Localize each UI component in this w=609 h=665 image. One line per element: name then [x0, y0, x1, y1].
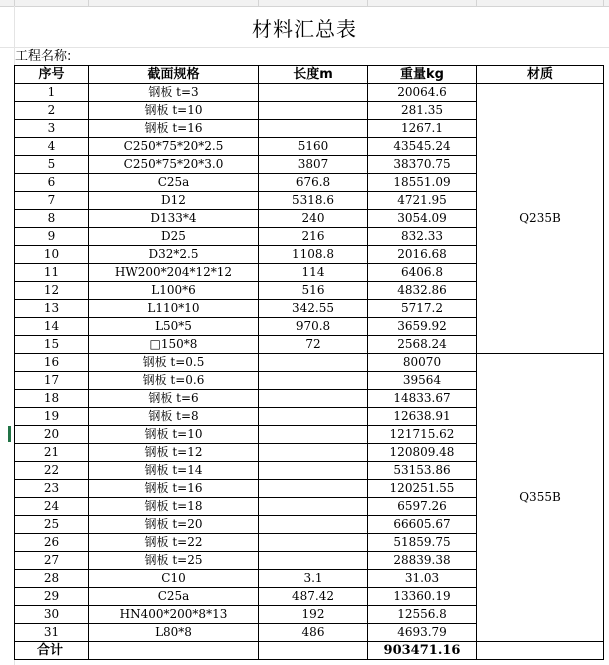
- row-spec-cell[interactable]: 钢板 t=12: [89, 444, 259, 462]
- row-index-cell[interactable]: 24: [15, 498, 89, 516]
- row-length-cell[interactable]: 5318.6: [259, 192, 368, 210]
- row-index-cell[interactable]: 22: [15, 462, 89, 480]
- row-weight-cell[interactable]: 120251.55: [368, 480, 477, 498]
- total-material-cell[interactable]: [477, 642, 604, 660]
- material-grade-cell[interactable]: Q235B: [477, 84, 604, 354]
- row-weight-cell[interactable]: 832.33: [368, 228, 477, 246]
- row-weight-cell[interactable]: 4832.86: [368, 282, 477, 300]
- row-length-cell[interactable]: [259, 444, 368, 462]
- row-weight-cell[interactable]: 39564: [368, 372, 477, 390]
- row-length-cell[interactable]: [259, 462, 368, 480]
- row-index-cell[interactable]: 23: [15, 480, 89, 498]
- row-weight-cell[interactable]: 66605.67: [368, 516, 477, 534]
- row-index-cell[interactable]: 18: [15, 390, 89, 408]
- row-weight-cell[interactable]: 6597.26: [368, 498, 477, 516]
- row-spec-cell[interactable]: 钢板 t=3: [89, 84, 259, 102]
- row-spec-cell[interactable]: D25: [89, 228, 259, 246]
- row-weight-cell[interactable]: 38370.75: [368, 156, 477, 174]
- row-index-cell[interactable]: 9: [15, 228, 89, 246]
- row-index-cell[interactable]: 8: [15, 210, 89, 228]
- row-index-cell[interactable]: 5: [15, 156, 89, 174]
- row-spec-cell[interactable]: D32*2.5: [89, 246, 259, 264]
- header-material[interactable]: 材质: [477, 66, 604, 84]
- row-weight-cell[interactable]: 80070: [368, 354, 477, 372]
- gridline: [0, 47, 609, 48]
- header-row: [15, 66, 604, 84]
- row-weight-cell[interactable]: 3659.92: [368, 318, 477, 336]
- row-spec-cell[interactable]: □150*8: [89, 336, 259, 354]
- header-spec[interactable]: 截面规格: [89, 66, 259, 84]
- row-spec-cell[interactable]: 钢板 t=20: [89, 516, 259, 534]
- row-length-cell[interactable]: [259, 372, 368, 390]
- row-index-cell[interactable]: 19: [15, 408, 89, 426]
- row-weight-cell[interactable]: 18551.09: [368, 174, 477, 192]
- table-row: [15, 84, 604, 102]
- row-length-cell[interactable]: 72: [259, 336, 368, 354]
- row-weight-cell[interactable]: 120809.48: [368, 444, 477, 462]
- row-length-cell[interactable]: 676.8: [259, 174, 368, 192]
- row-spec-cell[interactable]: 钢板 t=22: [89, 534, 259, 552]
- sheet-title: 材料汇总表: [252, 17, 357, 41]
- row-index-cell[interactable]: 11: [15, 264, 89, 282]
- material-grade-cell[interactable]: Q355B: [477, 354, 604, 642]
- row-index-cell[interactable]: 16: [15, 354, 89, 372]
- row-index-cell[interactable]: 1: [15, 84, 89, 102]
- row-weight-cell[interactable]: 2568.24: [368, 336, 477, 354]
- row-length-cell[interactable]: 240: [259, 210, 368, 228]
- row-weight-cell[interactable]: 14833.67: [368, 390, 477, 408]
- row-spec-cell[interactable]: L100*6: [89, 282, 259, 300]
- row-index-cell[interactable]: 4: [15, 138, 89, 156]
- row-index-cell[interactable]: 13: [15, 300, 89, 318]
- row-weight-cell[interactable]: 281.35: [368, 102, 477, 120]
- row-length-cell[interactable]: [259, 516, 368, 534]
- row-weight-cell[interactable]: 4721.95: [368, 192, 477, 210]
- row-index-cell[interactable]: 14: [15, 318, 89, 336]
- row-spec-cell[interactable]: L80*8: [89, 624, 259, 642]
- row-length-cell[interactable]: [259, 408, 368, 426]
- row-spec-cell[interactable]: 钢板 t=16: [89, 120, 259, 138]
- row-index-cell[interactable]: 30: [15, 606, 89, 624]
- row-index-cell[interactable]: 10: [15, 246, 89, 264]
- row-selection-marker: [8, 426, 11, 442]
- row-index-cell[interactable]: 21: [15, 444, 89, 462]
- row-length-cell[interactable]: 516: [259, 282, 368, 300]
- row-length-cell[interactable]: [259, 426, 368, 444]
- row-index-cell[interactable]: 3: [15, 120, 89, 138]
- row-length-cell[interactable]: [259, 480, 368, 498]
- row-weight-cell[interactable]: 4693.79: [368, 624, 477, 642]
- row-length-cell[interactable]: [259, 120, 368, 138]
- material-summary-table: [14, 65, 604, 660]
- row-length-cell[interactable]: 3.1: [259, 570, 368, 588]
- row-index-cell[interactable]: 17: [15, 372, 89, 390]
- row-spec-cell[interactable]: D12: [89, 192, 259, 210]
- row-spec-cell[interactable]: 钢板 t=18: [89, 498, 259, 516]
- row-index-cell[interactable]: 15: [15, 336, 89, 354]
- row-length-cell[interactable]: [259, 498, 368, 516]
- row-length-cell[interactable]: [259, 534, 368, 552]
- total-label[interactable]: 合计: [15, 642, 89, 660]
- row-spec-cell[interactable]: C25a: [89, 174, 259, 192]
- row-spec-cell[interactable]: 钢板 t=6: [89, 390, 259, 408]
- row-index-cell[interactable]: 27: [15, 552, 89, 570]
- row-spec-cell[interactable]: 钢板 t=8: [89, 408, 259, 426]
- row-index-cell[interactable]: 7: [15, 192, 89, 210]
- row-spec-cell[interactable]: L50*5: [89, 318, 259, 336]
- header-index[interactable]: 序号: [15, 66, 89, 84]
- column-header-strip: [0, 0, 609, 7]
- row-length-cell[interactable]: [259, 102, 368, 120]
- row-index-cell[interactable]: 31: [15, 624, 89, 642]
- row-length-cell[interactable]: 3807: [259, 156, 368, 174]
- row-index-cell[interactable]: 26: [15, 534, 89, 552]
- row-weight-cell[interactable]: 121715.62: [368, 426, 477, 444]
- row-spec-cell[interactable]: C25a: [89, 588, 259, 606]
- row-length-cell[interactable]: 192: [259, 606, 368, 624]
- row-weight-cell[interactable]: 12638.91: [368, 408, 477, 426]
- row-length-cell[interactable]: [259, 84, 368, 102]
- row-spec-cell[interactable]: HN400*200*8*13: [89, 606, 259, 624]
- row-weight-cell[interactable]: 3054.09: [368, 210, 477, 228]
- row-weight-cell[interactable]: 6406.8: [368, 264, 477, 282]
- row-spec-cell[interactable]: 钢板 t=10: [89, 426, 259, 444]
- table-body: [15, 84, 604, 660]
- row-spec-cell[interactable]: C10: [89, 570, 259, 588]
- row-spec-cell[interactable]: 钢板 t=0.5: [89, 354, 259, 372]
- project-name-label: 工程名称:: [15, 49, 72, 64]
- row-length-cell[interactable]: 342.55: [259, 300, 368, 318]
- row-spec-cell[interactable]: L110*10: [89, 300, 259, 318]
- total-spec-cell[interactable]: [89, 642, 259, 660]
- row-weight-cell[interactable]: 2016.68: [368, 246, 477, 264]
- row-spec-cell[interactable]: C250*75*20*2.5: [89, 138, 259, 156]
- row-spec-cell[interactable]: 钢板 t=0.6: [89, 372, 259, 390]
- table-row: [15, 354, 604, 372]
- row-index-cell[interactable]: 20: [15, 426, 89, 444]
- row-length-cell[interactable]: 1108.8: [259, 246, 368, 264]
- row-weight-cell[interactable]: 51859.75: [368, 534, 477, 552]
- row-weight-cell[interactable]: 28839.38: [368, 552, 477, 570]
- row-index-cell[interactable]: 29: [15, 588, 89, 606]
- row-length-cell[interactable]: 970.8: [259, 318, 368, 336]
- row-spec-cell[interactable]: C250*75*20*3.0: [89, 156, 259, 174]
- row-length-cell[interactable]: 216: [259, 228, 368, 246]
- row-spec-cell[interactable]: 钢板 t=10: [89, 102, 259, 120]
- row-weight-cell[interactable]: 31.03: [368, 570, 477, 588]
- row-length-cell[interactable]: [259, 354, 368, 372]
- row-weight-cell[interactable]: 43545.24: [368, 138, 477, 156]
- row-index-cell[interactable]: 2: [15, 102, 89, 120]
- row-spec-cell[interactable]: 钢板 t=14: [89, 462, 259, 480]
- row-spec-cell[interactable]: 钢板 t=25: [89, 552, 259, 570]
- row-length-cell[interactable]: 486: [259, 624, 368, 642]
- row-index-cell[interactable]: 6: [15, 174, 89, 192]
- total-row: [15, 642, 604, 660]
- row-weight-cell[interactable]: 5717.2: [368, 300, 477, 318]
- row-weight-cell[interactable]: 13360.19: [368, 588, 477, 606]
- row-spec-cell[interactable]: HW200*204*12*12: [89, 264, 259, 282]
- row-spec-cell[interactable]: D133*4: [89, 210, 259, 228]
- row-weight-cell[interactable]: 1267.1: [368, 120, 477, 138]
- row-length-cell[interactable]: [259, 390, 368, 408]
- row-weight-cell[interactable]: 20064.6: [368, 84, 477, 102]
- row-length-cell[interactable]: 114: [259, 264, 368, 282]
- row-spec-cell[interactable]: 钢板 t=16: [89, 480, 259, 498]
- row-index-cell[interactable]: 12: [15, 282, 89, 300]
- total-weight[interactable]: 903471.16: [368, 642, 477, 660]
- header-weight[interactable]: 重量kg: [368, 66, 477, 84]
- row-weight-cell[interactable]: 53153.86: [368, 462, 477, 480]
- total-length-cell[interactable]: [259, 642, 368, 660]
- row-index-cell[interactable]: 25: [15, 516, 89, 534]
- header-length[interactable]: 长度m: [259, 66, 368, 84]
- row-index-cell[interactable]: 28: [15, 570, 89, 588]
- row-weight-cell[interactable]: 12556.8: [368, 606, 477, 624]
- row-length-cell[interactable]: 487.42: [259, 588, 368, 606]
- row-length-cell[interactable]: 5160: [259, 138, 368, 156]
- row-length-cell[interactable]: [259, 552, 368, 570]
